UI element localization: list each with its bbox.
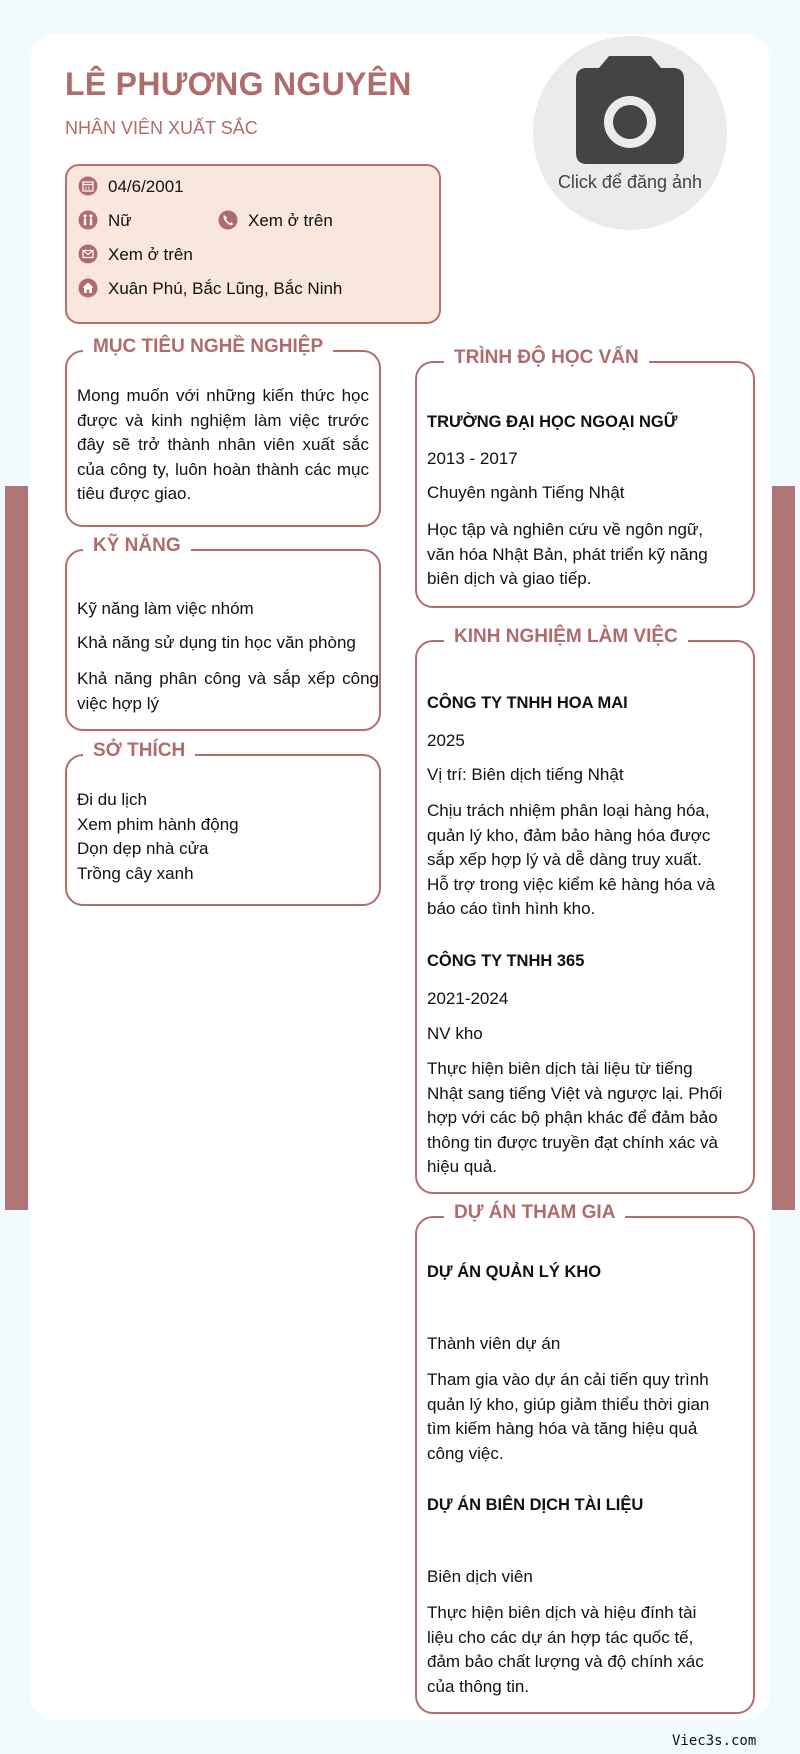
objective-line: được và kinh nghiệm làm việc trước [77, 410, 369, 430]
project-description-line: của thông tin. [427, 1676, 530, 1696]
project-name: DỰ ÁN BIÊN DỊCH TÀI LIỆU [427, 1496, 644, 1514]
job-description-line: Chịu trách nhiệm phân loại hàng hóa, [427, 801, 710, 820]
job-description-line: quản lý kho, đảm bảo hàng hóa được [427, 825, 711, 845]
project-description [427, 1368, 747, 1466]
education-section [415, 347, 755, 608]
objective-line: Mong muốn với những kiến thức học [77, 386, 369, 405]
skill-item: Kỹ năng làm việc nhóm [77, 599, 254, 618]
experience-title: KINH NGHIỆM LÀM VIỆC [444, 626, 688, 648]
project-description-line: công việc. [427, 1443, 504, 1463]
job-company: CÔNG TY TNHH HOA MAI [427, 694, 628, 712]
hobby-item: Trồng cây xanh [77, 863, 194, 883]
project-description-line: tìm kiếm hàng hóa và tăng hiệu quả [427, 1419, 698, 1438]
birthday-value: 04/6/2001 [108, 177, 184, 196]
job-description [427, 1057, 747, 1180]
camera-icon [533, 36, 727, 230]
job-description-line: Thực hiện biên dịch tài liệu từ tiếng [427, 1059, 693, 1078]
job-company: CÔNG TY TNHH 365 [427, 952, 585, 970]
projects-section [415, 1202, 755, 1714]
skill-item [77, 667, 379, 716]
skill-item-line: việc hợp lý [77, 693, 160, 713]
project-name: DỰ ÁN QUẢN LÝ KHO [427, 1263, 602, 1281]
objective-section [65, 336, 381, 527]
job-description-line: sắp xếp hợp lý và dễ dàng truy xuất. [427, 850, 702, 869]
education-period: 2013 - 2017 [427, 449, 518, 468]
job-period: 2021-2024 [427, 989, 509, 1008]
photo-caption: Click để đăng ảnh [557, 172, 703, 192]
experience-section [415, 626, 755, 1194]
hobbies-list [77, 788, 367, 886]
objective-line: của công ty, luôn hoàn thành các mục [77, 459, 369, 479]
education-line: văn hóa Nhật Bản, phát triển kỹ năng [427, 544, 708, 564]
job-description-line: Hỗ trợ trong việc kiểm kê hàng hóa và [427, 874, 716, 894]
right-accent-bar [772, 486, 795, 1210]
skills-title: KỸ NĂNG [83, 535, 191, 557]
project-description [427, 1601, 747, 1699]
education-line: biên dịch và giao tiếp. [427, 569, 592, 588]
education-title: TRÌNH ĐỘ HỌC VẤN [444, 347, 649, 369]
job-position: NV kho [427, 1024, 483, 1043]
hobby-item: Xem phim hành động [77, 814, 239, 834]
job-position: Vị trí: Biên dịch tiếng Nhật [427, 765, 624, 784]
hobby-item: Đi du lịch [77, 790, 147, 809]
project-role: Thành viên dự án [427, 1334, 561, 1353]
job-description-line: hợp với các bộ phận khác để đảm bảo [427, 1108, 718, 1127]
candidate-name: LÊ PHƯƠNG NGUYÊN [65, 66, 412, 102]
education-school: TRƯỜNG ĐẠI HỌC NGOẠI NGỮ [427, 413, 678, 431]
project-description-line: Thực hiện biên dịch và hiệu đính tài [427, 1603, 697, 1622]
job-description [427, 799, 747, 922]
mail-icon [78, 244, 98, 264]
project-description-line: quản lý kho, giúp giảm thiểu thời gian [427, 1394, 710, 1414]
objective-title: MỤC TIÊU NGHỀ NGHIỆP [83, 336, 333, 358]
objective-line: đây sẽ trở thành nhân viên xuất sắc [77, 435, 369, 454]
project-role: Biên dịch viên [427, 1567, 533, 1586]
phone-icon [218, 210, 238, 230]
education-description [427, 518, 745, 592]
skill-item-line: Khả năng phân công và sắp xếp công [77, 669, 379, 688]
contact-info-box [65, 164, 441, 324]
project-description-line: Tham gia vào dự án cải tiến quy trình [427, 1370, 709, 1389]
gender-icon [78, 210, 98, 230]
skills-section [65, 535, 381, 731]
watermark: Viec3s.com [672, 1733, 757, 1749]
candidate-job-title: NHÂN VIÊN XUẤT SẮC [65, 118, 258, 138]
calendar-icon [78, 176, 98, 196]
job-description-line: Nhật sang tiếng Việt và ngược lại. Phối [427, 1083, 723, 1103]
phone-value: Xem ở trên [248, 211, 333, 230]
projects-title: DỰ ÁN THAM GIA [444, 1202, 625, 1224]
hobbies-section [65, 740, 381, 906]
job-description-line: thông tin được truyền đạt chính xác và [427, 1132, 718, 1152]
project-description-line: liệu cho các dự án hợp tác quốc tế, [427, 1627, 694, 1647]
gender-value: Nữ [108, 211, 132, 230]
job-description-line: báo cáo tình hình kho. [427, 899, 596, 918]
education-major: Chuyên ngành Tiếng Nhật [427, 483, 625, 502]
email-value: Xem ở trên [108, 245, 193, 264]
address-value: Xuân Phú, Bắc Lũng, Bắc Ninh [108, 279, 343, 298]
home-icon [78, 278, 98, 298]
hobbies-title: SỞ THÍCH [83, 740, 195, 762]
project-description-line: đảm bảo chất lượng và độ chính xác [427, 1652, 704, 1671]
photo-upload[interactable] [533, 36, 727, 230]
job-period: 2025 [427, 731, 465, 750]
education-line: Học tập và nghiên cứu về ngôn ngữ, [427, 520, 704, 539]
hobby-item: Dọn dẹp nhà cửa [77, 839, 209, 858]
skill-item: Khả năng sử dụng tin học văn phòng [77, 633, 356, 652]
left-accent-bar [5, 486, 28, 1210]
objective-line: tiêu được giao. [77, 484, 192, 503]
objective-text [77, 384, 369, 507]
job-description-line: hiệu quả. [427, 1157, 497, 1176]
